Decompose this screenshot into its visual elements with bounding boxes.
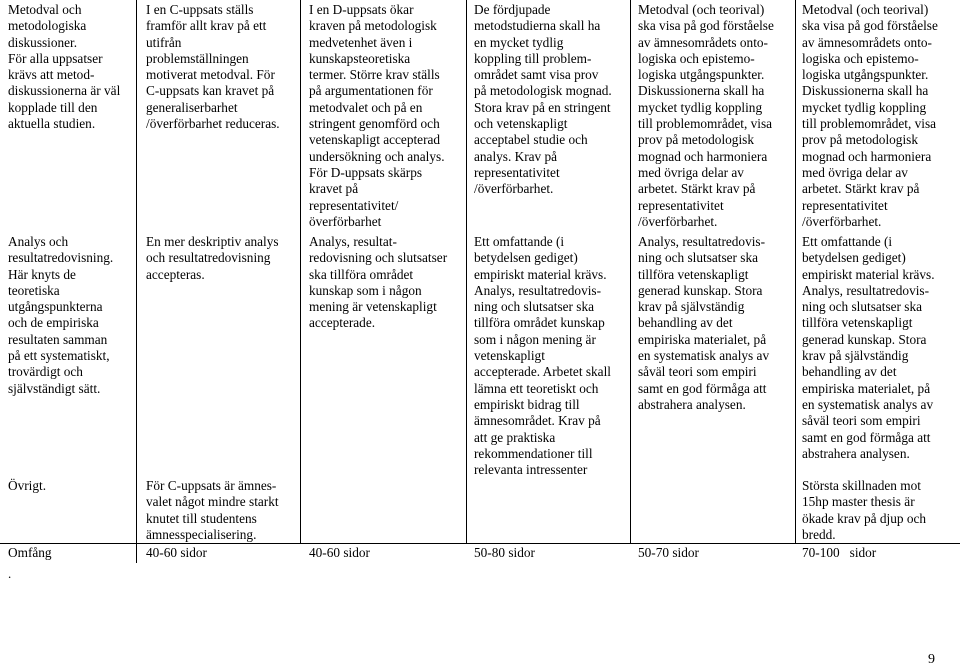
omfang-divider xyxy=(136,543,137,563)
row1-c-uppsats: I en C-uppsats ställs framför allt krav på ett utifrån problemställningen motiverat metodval. För C-uppsats kan kravet på generaliserbarhet /överförbarhet reduceras. xyxy=(146,2,280,132)
row2-col5: Analys, resultatredovis- ning och slutsatser ska tillföra vetenskapligt generad kunskap. Stora krav på självständig behandling av det empiriska materialet, på en systematisk analys av såväl teori som empiri samt en god förmåga att abstrahera analysen. xyxy=(638,234,770,412)
omfang-col4: 50-80 sidor xyxy=(474,545,535,560)
row1-col4: De fördjupade metodstudierna skall ha en mycket tydlig koppling till problem- området samt visa prov på metodologisk mognad. Stora krav på en stringent och vetenskapligt acceptabel studie och analys. Krav på representativitet /överförbarhet. xyxy=(474,2,612,197)
row1-d-uppsats: I en D-uppsats ökar kraven på metodologisk medvetenhet även i kunskapsteoretiska termer. Större krav ställs på argumentationen för metodvalet och på en stringent genomförd och vetenskapligt accepterad undersökning och analys. För D-uppsats skärps kravet på representativitet/ överförbarhet xyxy=(309,2,445,229)
col-divider-2 xyxy=(300,0,301,543)
row2-d-uppsats: Analys, resultat- redovisning och slutsatser ska tillföra området kunskap som i någon mening är vetenskapligt accepterade. xyxy=(309,234,448,331)
row2-criterion: Analys och resultatredovisning. Här knyts de teoretiska utgångspunkterna och de empiriska resultaten samman på ett systematiskt, trovärdigt och självständigt sätt. xyxy=(8,234,114,396)
row2-c-uppsats: En mer deskriptiv analys och resultatredovisning accepteras. xyxy=(146,234,279,282)
omfang-label: Omfång xyxy=(8,545,52,560)
row3-criterion: Övrigt. xyxy=(8,478,47,493)
omfang-col5: 50-70 sidor xyxy=(638,545,699,560)
row3-col6: Största skillnaden mot 15hp master thesis är ökade krav på djup och bredd. xyxy=(802,478,927,542)
col-divider-4 xyxy=(630,0,631,543)
col-divider-1 xyxy=(136,0,137,543)
row1-criterion: Metodval och metodologiska diskussioner. För alla uppsatser krävs att metod- diskussionerna är väl kopplade till den aktuella studien. xyxy=(8,2,121,132)
stray-dot: . xyxy=(8,566,12,581)
omfang-d-uppsats: 40-60 sidor xyxy=(309,545,370,560)
col-divider-5 xyxy=(795,0,796,543)
col-divider-3 xyxy=(466,0,467,543)
omfang-col6: 70-100 sidor xyxy=(802,545,877,560)
row3-c-uppsats: För C-uppsats är ämnes- valet något mindre starkt knutet till studentens ämnesspecialisering. xyxy=(146,478,279,542)
page-number: 9 xyxy=(928,652,935,667)
row1-col6: Metodval (och teorival) ska visa på god förståelse av ämnesområdets onto- logiska och epistemo- logiska utgångspunkter. Diskussionerna skall ha mycket tydlig koppling till problemområdet, visa prov på metodologisk mognad och harmoniera med övriga delar av arbetet. Stärkt krav på representativitet /överförbarhet. xyxy=(802,2,938,229)
row2-col6: Ett omfattande (i betydelsen gediget) empiriskt material krävs. Analys, resultatredovis- ning och slutsatser ska tillföra vetenskapligt generad kunskap. Stora krav på självständig behandling av det empiriska materialet, på en systematisk analys av såväl teori som empiri samt en god förmåga att abstrahera analysen. xyxy=(802,234,935,461)
omfang-c-uppsats: 40-60 sidor xyxy=(146,545,207,560)
row2-col4: Ett omfattande (i betydelsen gediget) empiriskt material krävs. Analys, resultatredovis- ning och slutsatser ska tillföra området kunskap som i någon mening är vetenskapligt accepterade. Arbetet skall lämna ett teoretiskt och empiriskt bidrag till ämnesområdet. Krav på att ge praktiska rekommendationer till relevanta intressenter xyxy=(474,234,611,478)
row1-col5: Metodval (och teorival) ska visa på god förståelse av ämnesområdets onto- logiska och epistemo- logiska utgångspunkter. Diskussionerna skall ha mycket tydlig koppling till problemområdet, visa prov på metodologisk mognad och harmoniera med övriga delar av arbetet. Stärkt krav på representativitet /överförbarhet. xyxy=(638,2,774,229)
